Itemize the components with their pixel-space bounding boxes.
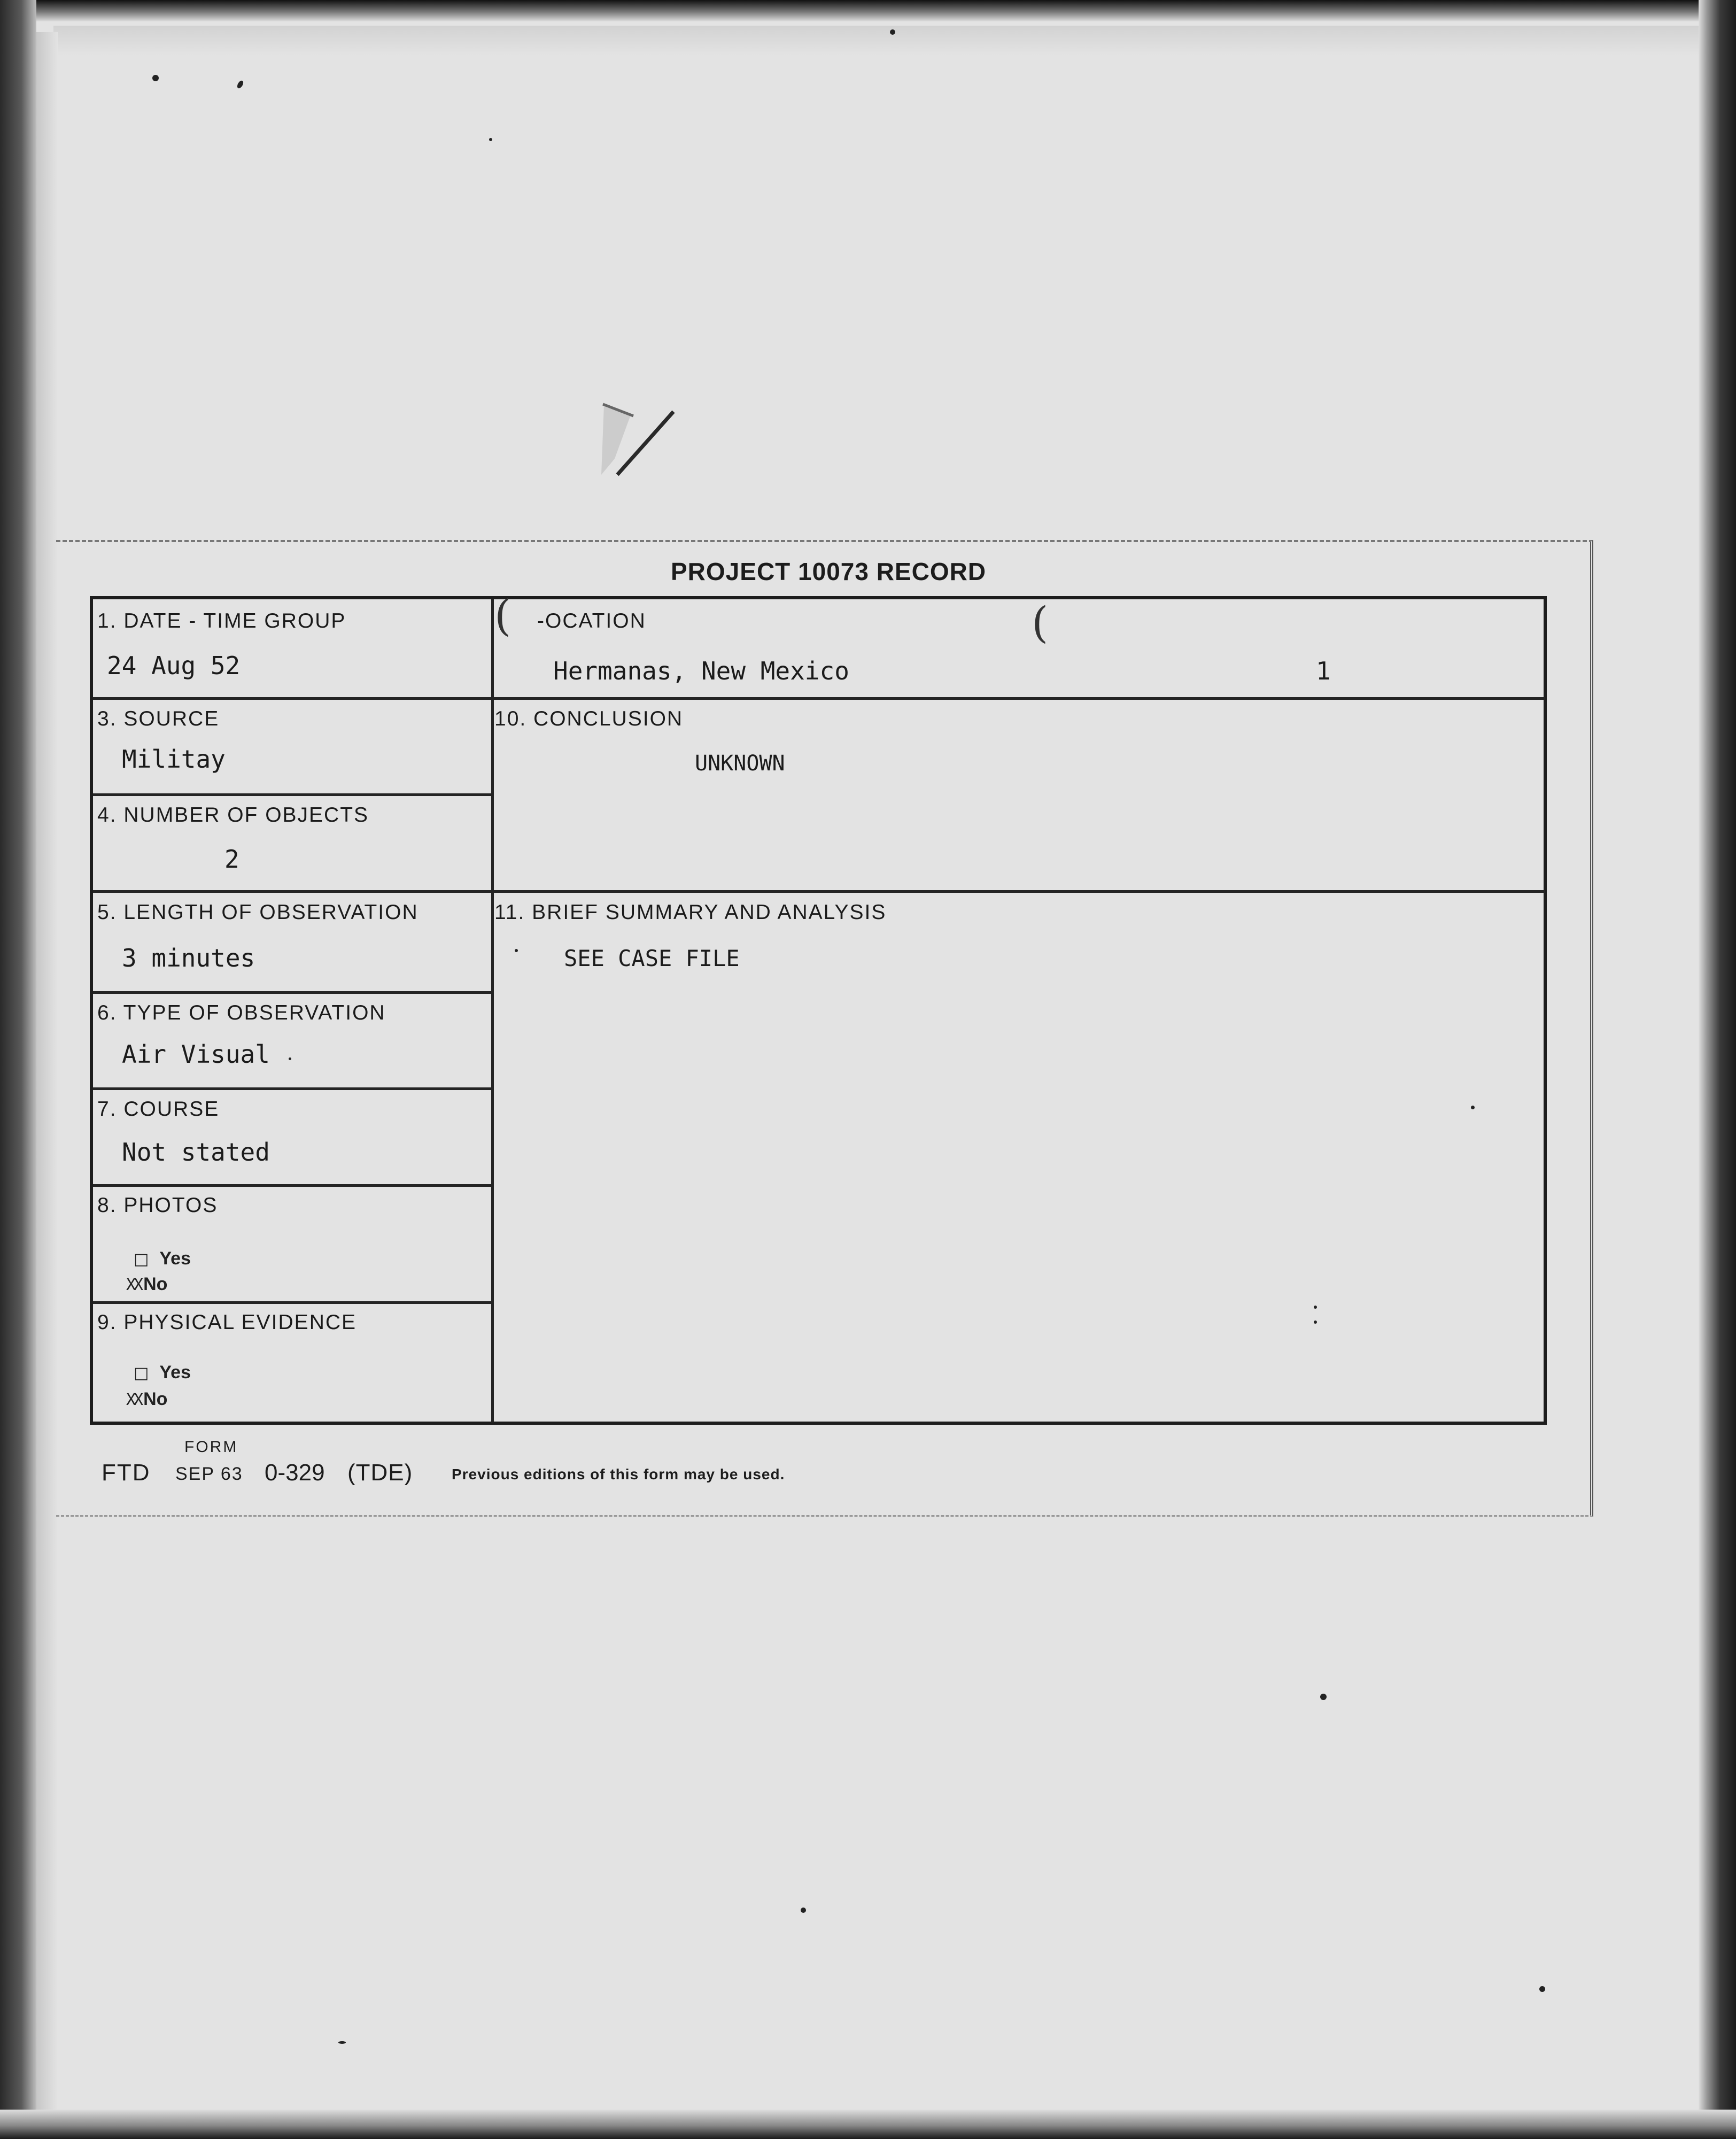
row-divider [93, 1184, 493, 1187]
length-of-observation-label: 5. LENGTH OF OBSERVATION [97, 901, 418, 924]
photos-yes-option [134, 1248, 191, 1269]
dust-speck [338, 2041, 346, 2044]
row-divider [93, 991, 493, 994]
dust-speck [489, 138, 492, 141]
scan-shadow-top [53, 26, 1710, 55]
row-divider [93, 793, 493, 796]
pencil-checkmark [593, 400, 679, 480]
type-of-observation-label: 6. TYPE OF OBSERVATION [97, 1001, 386, 1024]
footer-department: (TDE) [347, 1460, 413, 1486]
conclusion-label: 10. CONCLUSION [494, 707, 684, 730]
dust-speck [890, 29, 895, 35]
row-divider [93, 1087, 493, 1090]
dust-speck [1539, 1986, 1545, 1992]
unchecked-box-icon: □ [134, 1364, 149, 1383]
footer-date: SEP 63 [175, 1464, 243, 1484]
number-of-objects-label: 4. NUMBER OF OBJECTS [97, 804, 369, 827]
type-of-observation-value: Air Visual [122, 1040, 270, 1069]
scan-edge-bottom [0, 2110, 1736, 2139]
scan-shadow-left [36, 32, 58, 2117]
source-label: 3. SOURCE [97, 707, 220, 730]
physical-evidence-label: 9. PHYSICAL EVIDENCE [97, 1311, 357, 1334]
dust-speck [801, 1908, 806, 1913]
location-label: -OCATION [537, 609, 646, 632]
bracket-mark: ( [1032, 598, 1049, 647]
location-value: Hermanas, New Mexico [553, 657, 849, 685]
photos-no-option [126, 1274, 167, 1295]
row-divider [93, 890, 1545, 893]
physical-evidence-yes-option [134, 1362, 191, 1383]
length-of-observation-value: 3 minutes [122, 944, 255, 972]
scan-edge-top [0, 0, 1736, 21]
column-divider [491, 599, 494, 1423]
typed-x-mark-icon: XX [126, 1276, 142, 1294]
summary-value: SEE CASE FILE [564, 945, 740, 971]
source-value: Militay [122, 745, 226, 774]
physical-evidence-no-label: No [143, 1389, 168, 1409]
form-title: PROJECT 10073 RECORD [671, 558, 987, 585]
conclusion-value: UNKNOWN [695, 751, 785, 776]
row-divider [93, 1301, 493, 1304]
scan-edge-left [0, 0, 36, 2139]
unchecked-box-icon: □ [134, 1250, 149, 1269]
footer-form-word: FORM [184, 1438, 238, 1456]
course-label: 7. COURSE [97, 1098, 220, 1121]
physical-evidence-yes-label: Yes [159, 1362, 191, 1383]
footer-form-number: 0-329 [265, 1460, 325, 1486]
date-time-group-value: 24 Aug 52 [107, 651, 241, 680]
row-divider [93, 697, 1545, 700]
dust-speck [1320, 1694, 1327, 1700]
footer-ftd: FTD [102, 1460, 151, 1486]
photos-label: 8. PHOTOS [97, 1194, 218, 1217]
photos-yes-label: Yes [159, 1248, 191, 1269]
bracket-mark: ( [494, 591, 511, 640]
typed-x-mark-icon: XX [126, 1391, 142, 1409]
summary-label: 11. BRIEF SUMMARY AND ANALYSIS [494, 901, 887, 924]
course-value: Not stated [122, 1138, 270, 1167]
dust-speck [152, 75, 159, 81]
date-time-group-label: 1. DATE - TIME GROUP [97, 609, 346, 632]
dust-speck [236, 80, 245, 89]
footer-note: Previous editions of this form may be used. [452, 1466, 785, 1482]
location-note: 1 [1316, 657, 1331, 685]
scan-edge-right [1699, 0, 1736, 2139]
physical-evidence-no-option [126, 1389, 167, 1410]
photos-no-label: No [143, 1274, 168, 1294]
number-of-objects-value: 2 [224, 845, 239, 874]
